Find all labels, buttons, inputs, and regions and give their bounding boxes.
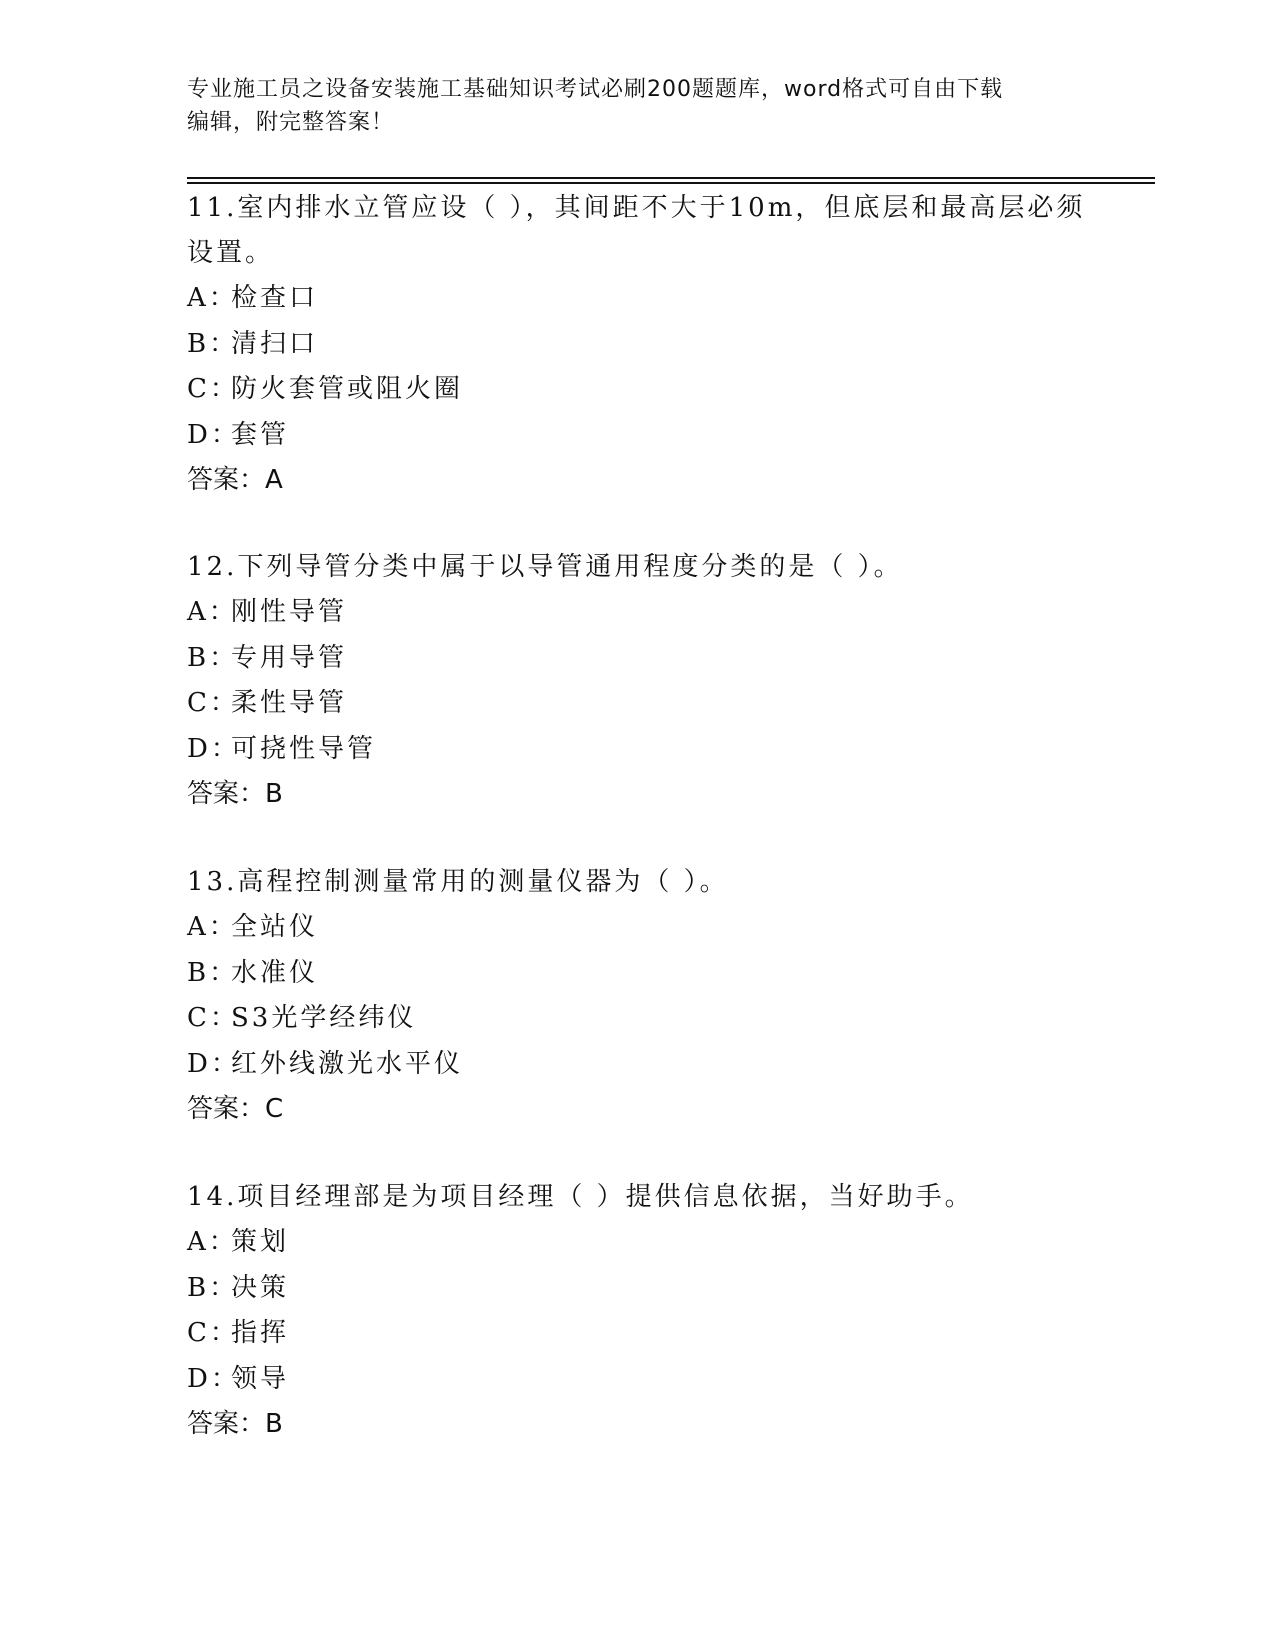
answer-label: 答案：	[187, 1409, 266, 1439]
option-text: 水准仪	[231, 957, 319, 988]
option-text: 决策	[231, 1272, 290, 1303]
option-b	[187, 636, 1107, 682]
option-text: 领导	[231, 1363, 290, 1394]
question-stem: 11.室内排水立管应设（ ），其间距不大于10m，但底层和最高层必须	[187, 193, 1086, 223]
option-b	[187, 322, 1107, 368]
answer-value: A	[265, 465, 283, 495]
option-key: C：	[187, 1003, 239, 1033]
option-text: 红外线激光水平仪	[231, 1048, 464, 1079]
question-stem: 14.项目经理部是为项目经理（ ）提供信息依据，当好助手。	[187, 1182, 974, 1212]
option-text: 清扫口	[231, 328, 319, 359]
option-text: 专用导管	[231, 642, 348, 673]
option-key: B：	[187, 957, 239, 988]
header-divider-top	[187, 177, 1155, 179]
answer	[187, 1402, 1107, 1448]
option-a	[187, 1220, 1107, 1266]
option-key: B：	[187, 1272, 239, 1303]
option-c	[187, 1311, 1107, 1357]
option-key: D：	[187, 1363, 240, 1394]
option-a	[187, 276, 1107, 322]
question-stem-continued: 设置。	[187, 238, 275, 268]
answer-label: 答案：	[187, 465, 266, 495]
option-c	[187, 681, 1107, 727]
option-key: D：	[187, 419, 240, 450]
option-key: A：	[187, 283, 238, 313]
option-key: D：	[187, 1048, 240, 1079]
question-stem: 12.下列导管分类中属于以导管通用程度分类的是（ ）。	[187, 552, 903, 582]
answer-value: B	[265, 1409, 283, 1439]
document-header	[187, 73, 1087, 139]
option-key: B：	[187, 642, 239, 673]
option-text: 套管	[231, 419, 290, 450]
option-key: B：	[187, 328, 239, 359]
answer-label: 答案：	[187, 779, 266, 809]
answer-label: 答案：	[187, 1094, 266, 1124]
option-key: C：	[187, 1318, 239, 1348]
option-c	[187, 996, 1107, 1042]
option-key: D：	[187, 733, 240, 764]
answer-value: C	[265, 1094, 284, 1124]
option-text: 刚性导管	[231, 597, 348, 627]
option-text: 可挠性导管	[231, 733, 377, 764]
option-text: 检查口	[231, 283, 319, 313]
option-c	[187, 367, 1107, 413]
option-d	[187, 413, 1107, 459]
option-b	[187, 951, 1107, 997]
option-key: C：	[187, 688, 239, 718]
option-text: 柔性导管	[231, 688, 348, 718]
option-a	[187, 590, 1107, 636]
option-text: S3光学经纬仪	[231, 1003, 417, 1033]
header-line-1: 专业施工员之设备安装施工基础知识考试必刷200题题库，word格式可自由下载	[187, 77, 1004, 102]
option-d	[187, 1042, 1107, 1088]
option-text: 全站仪	[231, 912, 319, 942]
question-12	[187, 545, 1107, 818]
option-text: 策划	[231, 1227, 290, 1257]
option-text: 指挥	[231, 1318, 290, 1348]
answer	[187, 458, 1107, 504]
header-divider-bottom	[187, 182, 1155, 184]
option-a	[187, 905, 1107, 951]
option-d	[187, 727, 1107, 773]
option-key: A：	[187, 1227, 238, 1257]
option-d	[187, 1357, 1107, 1403]
answer	[187, 1087, 1107, 1133]
option-key: A：	[187, 912, 238, 942]
question-13	[187, 860, 1107, 1133]
option-key: A：	[187, 597, 238, 627]
header-line-2: 编辑，附完整答案！	[187, 110, 395, 135]
answer-value: B	[265, 779, 283, 809]
option-key: C：	[187, 374, 239, 404]
option-text: 防火套管或阻火圈	[231, 374, 464, 404]
question-14	[187, 1175, 1107, 1448]
answer	[187, 772, 1107, 818]
question-stem: 13.高程控制测量常用的测量仪器为（ ）。	[187, 867, 729, 897]
question-11	[187, 186, 1107, 504]
option-b	[187, 1266, 1107, 1312]
